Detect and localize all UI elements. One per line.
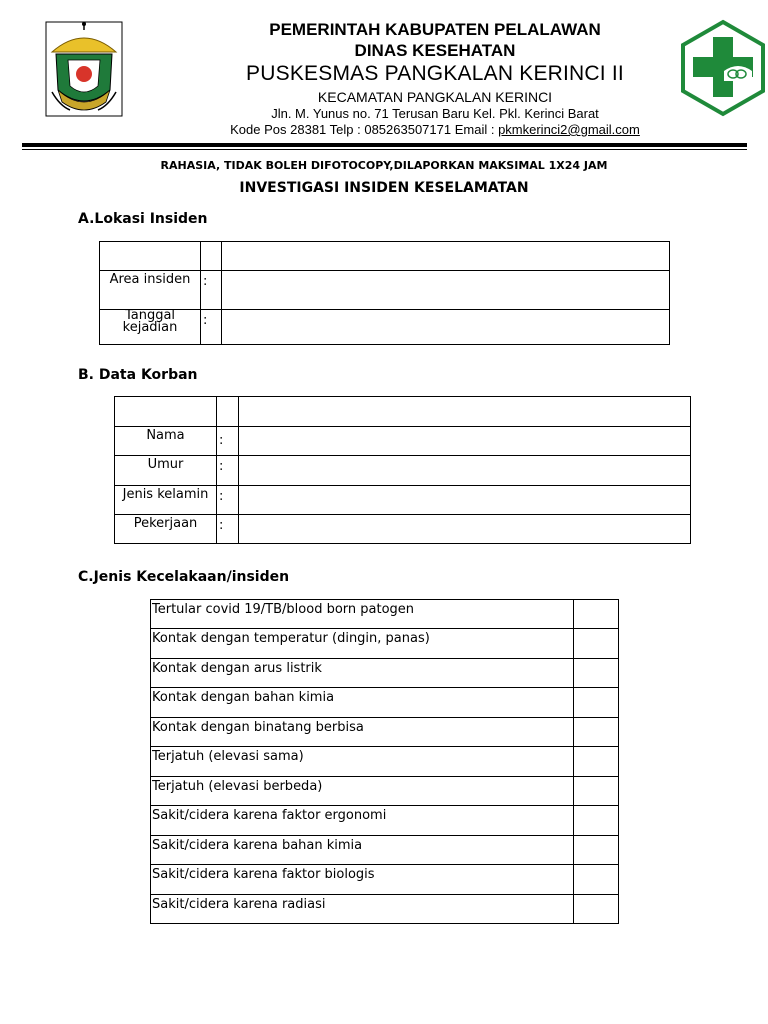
table-row [100,242,670,271]
contact-prefix: Kode Pos 28381 Telp : 085263507171 Email : [230,122,499,137]
table-row [151,600,619,629]
row-label: Tanggal kejadian [100,310,201,345]
table-row [151,718,619,747]
table-row [151,688,619,718]
incident-type-table [150,599,619,924]
incident-type-label: Sakit/cidera karena faktor ergonomi [151,806,574,836]
value-field[interactable] [239,397,691,427]
table-row [115,515,691,544]
row-colon: : [217,515,239,544]
table-row [151,865,619,895]
row-colon: : [217,427,239,456]
table-row [151,836,619,865]
table-row [151,659,619,688]
jenis-kelamin-field[interactable] [239,486,691,515]
incident-checkbox-cell[interactable] [574,865,619,895]
incident-type-label: Terjatuh (elevasi berbeda) [151,777,574,806]
tanggal-kejadian-field[interactable] [222,310,670,345]
regency-coat-of-arms-logo [44,20,124,118]
row-label: Pekerjaan [115,515,217,544]
table-row [115,427,691,456]
incident-type-label: Terjatuh (elevasi sama) [151,747,574,777]
incident-type-label: Kontak dengan arus listrik [151,659,574,688]
row-label: Area insiden [100,271,201,310]
incident-type-label: Kontak dengan temperatur (dingin, panas) [151,629,574,659]
incident-checkbox-cell[interactable] [574,659,619,688]
umur-field[interactable] [239,456,691,486]
row-label [100,242,201,271]
incident-checkbox-cell[interactable] [574,895,619,924]
table-row [151,777,619,806]
address-line: Jln. M. Yunus no. 71 Terusan Baru Kel. Pkl. Kerinci Barat [271,106,599,121]
district-name: KECAMATAN PANGKALAN KERINCI [317,89,553,105]
table-row [100,310,670,345]
section-a-heading: A.Lokasi Insiden [78,211,208,227]
incident-type-label: Sakit/cidera karena bahan kimia [151,836,574,865]
row-label: Jenis kelamin [115,486,217,515]
location-table [99,241,670,345]
table-row [115,397,691,427]
incident-checkbox-cell[interactable] [574,600,619,629]
contact-line [160,122,710,137]
pekerjaan-field[interactable] [239,515,691,544]
document-title: INVESTIGASI INSIDEN KESELAMATAN [239,180,529,196]
section-b-heading: B. Data Korban [78,367,198,383]
incident-checkbox-cell[interactable] [574,806,619,836]
department-name: DINAS KESEHATAN [354,41,516,60]
section-c-heading: C.Jenis Kecelakaan/insiden [78,569,290,585]
incident-checkbox-cell[interactable] [574,688,619,718]
incident-checkbox-cell[interactable] [574,777,619,806]
table-row [151,895,619,924]
incident-type-label: Tertular covid 19/TB/blood born patogen [151,600,574,629]
table-row [100,271,670,310]
value-field[interactable] [222,242,670,271]
email-link[interactable]: pkmkerinci2@gmail.com [498,122,640,137]
institution-name: PUSKESMAS PANGKALAN KERINCI II [246,62,624,85]
area-insiden-field[interactable] [222,271,670,310]
row-label: Nama [115,427,217,456]
row-colon: : [201,271,222,310]
government-name: PEMERINTAH KABUPATEN PELALAWAN [269,20,601,39]
incident-checkbox-cell[interactable] [574,718,619,747]
incident-type-label: Sakit/cidera karena faktor biologis [151,865,574,895]
table-row [151,806,619,836]
incident-type-label: Kontak dengan binatang berbisa [151,718,574,747]
table-row [151,747,619,777]
letterhead-divider-thin [22,149,747,150]
table-row [151,629,619,659]
confidential-note: RAHASIA, TIDAK BOLEH DIFOTOCOPY,DILAPORKAN MAKSIMAL 1X24 JAM [160,159,608,172]
row-colon: : [217,486,239,515]
incident-checkbox-cell[interactable] [574,836,619,865]
row-label: Umur [115,456,217,486]
victim-table [114,396,691,544]
letterhead-divider-thick [22,143,747,147]
nama-field[interactable] [239,427,691,456]
incident-type-label: Kontak dengan bahan kimia [151,688,574,718]
row-label [115,397,217,427]
row-colon: : [201,310,222,345]
row-colon [217,397,239,427]
incident-type-label: Sakit/cidera karena radiasi [151,895,574,924]
table-row [115,486,691,515]
row-colon: : [217,456,239,486]
incident-checkbox-cell[interactable] [574,747,619,777]
table-row [115,456,691,486]
row-colon [201,242,222,271]
incident-checkbox-cell[interactable] [574,629,619,659]
